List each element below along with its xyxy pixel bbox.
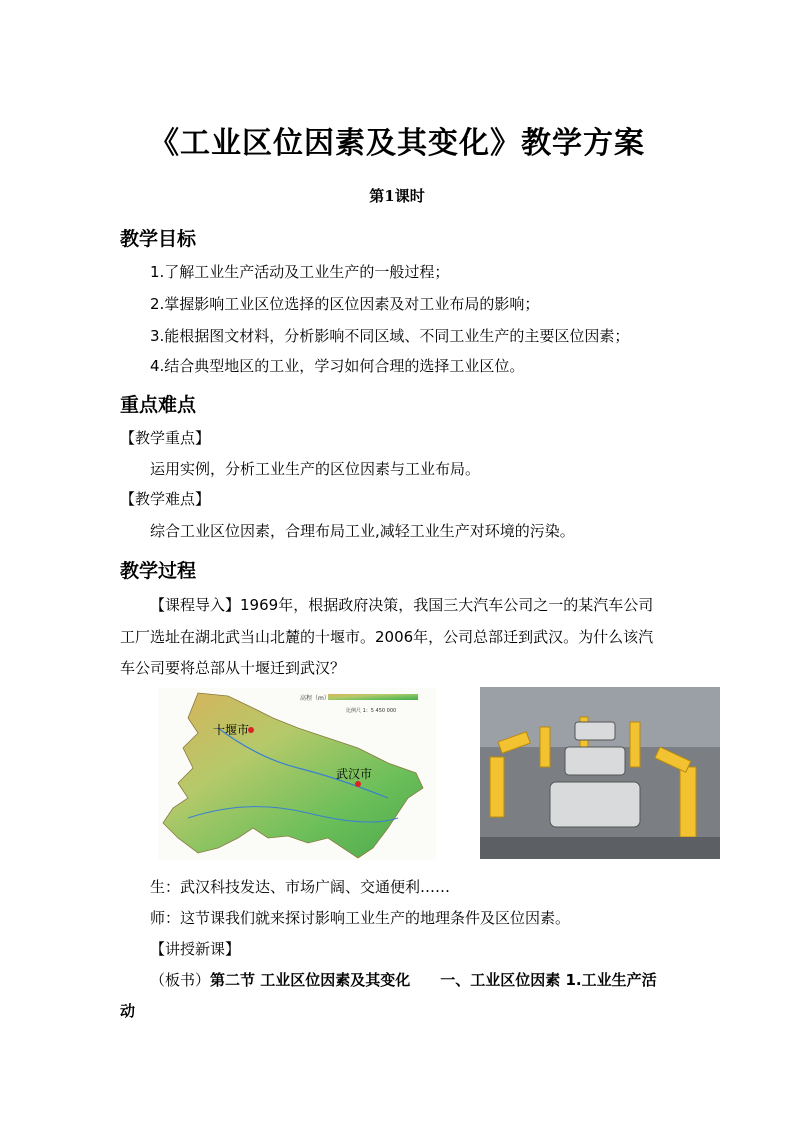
lesson-subtitle: 第1课时 xyxy=(369,187,425,205)
section-heading-keypoints: 重点难点 xyxy=(120,394,197,416)
section-heading-process: 教学过程 xyxy=(120,560,197,582)
goal-item: 1.了解工业生产活动及工业生产的一般过程； xyxy=(150,263,450,281)
board-line xyxy=(150,970,657,990)
difficulty-text: 综合工业区位因素，合理布局工业,减轻工业生产对环境的污染。 xyxy=(150,522,575,540)
difficulty-label: 【教学难点】 xyxy=(120,490,211,508)
goal-item: 3.能根据图文材料，分析影响不同区域、不同工业生产的主要区位因素； xyxy=(150,327,630,345)
student-answer: 生：武汉科技发达、市场广阔、交通便利…… xyxy=(150,878,451,896)
new-lesson-label: 【讲授新课】 xyxy=(150,940,241,958)
section-heading-goals: 教学目标 xyxy=(120,228,197,250)
factory-assembly-photo xyxy=(480,687,720,859)
teacher-remark: 师：这节课我们就来探讨影响工业生产的地理条件及区位因素。 xyxy=(150,909,571,927)
focus-label: 【教学重点】 xyxy=(120,429,211,447)
intro-paragraph-line3: 车公司要将总部从十堰迁到武汉？ xyxy=(120,659,346,677)
legend-title: 高程（m） xyxy=(300,695,330,702)
intro-text: 1969年，根据政府决策，我国三大汽车公司之一的某汽车公司 xyxy=(240,596,654,614)
map-scale: 比例尺 1：5 450 000 xyxy=(346,708,397,714)
board-prefix: （板书） xyxy=(150,971,211,989)
intro-label: 【课程导入】 xyxy=(150,596,241,614)
goal-item: 4.结合典型地区的工业，学习如何合理的选择工业区位。 xyxy=(150,357,525,375)
intro-paragraph-line2: 工厂选址在湖北武当山北麓的十堰市。2006年，公司总部迁到武汉。为什么该汽 xyxy=(120,628,654,646)
page-title: 《工业区位因素及其变化》教学方案 xyxy=(149,126,645,161)
focus-text: 运用实例，分析工业生产的区位因素与工业布局。 xyxy=(150,460,481,478)
city-label-wuhan: 武汉市 xyxy=(336,767,373,781)
hubei-province-shape xyxy=(163,693,423,858)
goal-item: 2.掌握影响工业区位选择的区位因素及对工业布局的影响； xyxy=(150,295,540,313)
city-marker-wuhan xyxy=(355,781,361,787)
board-heading-continued: 动 xyxy=(120,1002,136,1020)
factory-graphic xyxy=(480,687,720,859)
map-graphic xyxy=(158,688,436,860)
board-heading: 第二节 工业区位因素及其变化 一、工业区位因素 1.工业生产活 xyxy=(210,971,657,989)
elevation-legend-bar xyxy=(328,694,418,700)
intro-paragraph-line1 xyxy=(150,595,653,615)
hubei-map-image xyxy=(158,688,436,860)
city-label-shiyan: 十堰市 xyxy=(213,723,250,737)
